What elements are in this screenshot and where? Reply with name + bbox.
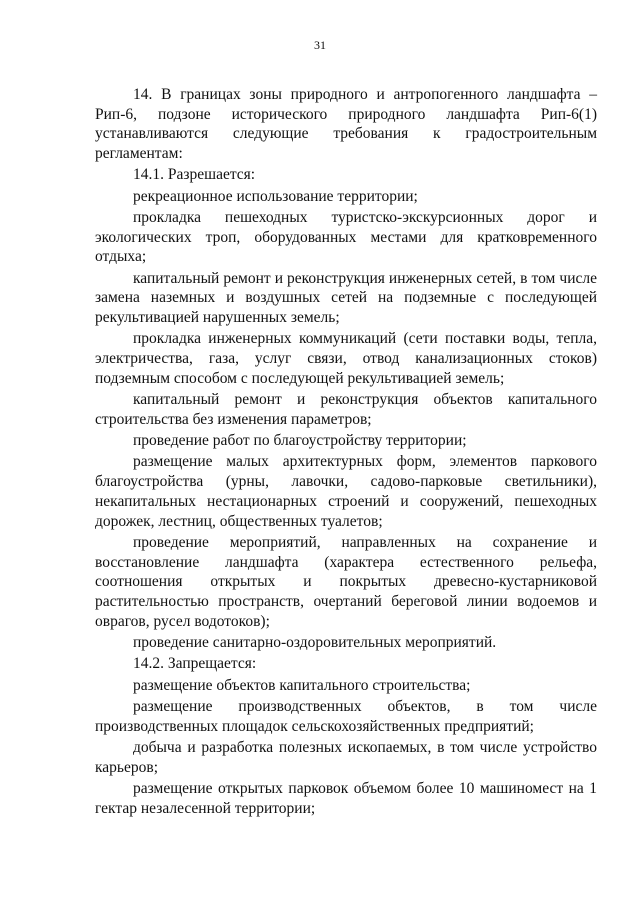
list-item: капитальный ремонт и реконструкция инженерных сетей, в том числе замена наземных и воздушных сетей на подземные с последующей рекультивацией нарушенных земель; bbox=[95, 269, 597, 327]
list-item: добыча и разработка полезных ископаемых, в том числе устройство карьеров; bbox=[95, 738, 597, 776]
list-item: размещение производственных объектов, в том числе производственных площадок сельскохозяйственных предприятий; bbox=[95, 697, 597, 735]
document-body bbox=[95, 85, 597, 820]
section-heading: 14.2. Запрещается: bbox=[133, 655, 257, 673]
list-item: капитальный ремонт и реконструкция объектов капитального строительства без изменения параметров; bbox=[95, 391, 597, 428]
list-item: проведение санитарно-оздоровительных мероприятий. bbox=[133, 633, 497, 651]
list-item: прокладка пешеходных туристско-экскурсионных дорог и экологических троп, оборудованных местами для кратковременного отдыха; bbox=[95, 209, 597, 266]
list-item: прокладка инженерных коммуникаций (сети поставки воды, тепла, электричества, газа, услуг связи, отвод канализационных стоков) подземным способом с последующей рекультивацией земель; bbox=[95, 330, 597, 387]
list-item: размещение малых архитектурных форм, элементов паркового благоустройства (урны, лавочки, садово-парковые светильники), некапитальных нестационарных строений и сооружений, пешеходных дорожек, лестниц, общественных туалетов; bbox=[95, 453, 597, 530]
paragraph: 14. В границах зоны природного и антропогенного ландшафта – Рип-6, подзоне исторического природного ландшафта Рип-6(1) устанавливаются следующие требования к градостроительным регламентам: bbox=[95, 86, 597, 163]
list-item: проведение работ по благоустройству территории; bbox=[133, 432, 467, 450]
list-item: рекреационное использование территории; bbox=[133, 187, 418, 205]
section-heading: 14.1. Разрешается: bbox=[133, 166, 256, 184]
list-item: размещение объектов капитального строительства; bbox=[133, 676, 471, 694]
list-item: проведение мероприятий, направленных на сохранение и восстановление ландшафта (характера естественного рельефа, соотношения открытых и покрытых древесно-кустарниковой растительностью пространств, очертаний береговой линии водоемов и оврагов, русел водотоков); bbox=[95, 533, 597, 630]
list-item: размещение открытых парковок объемом более 10 машиномест на 1 гектар незалесенной территории; bbox=[95, 779, 597, 817]
page-number: 31 bbox=[314, 38, 326, 52]
